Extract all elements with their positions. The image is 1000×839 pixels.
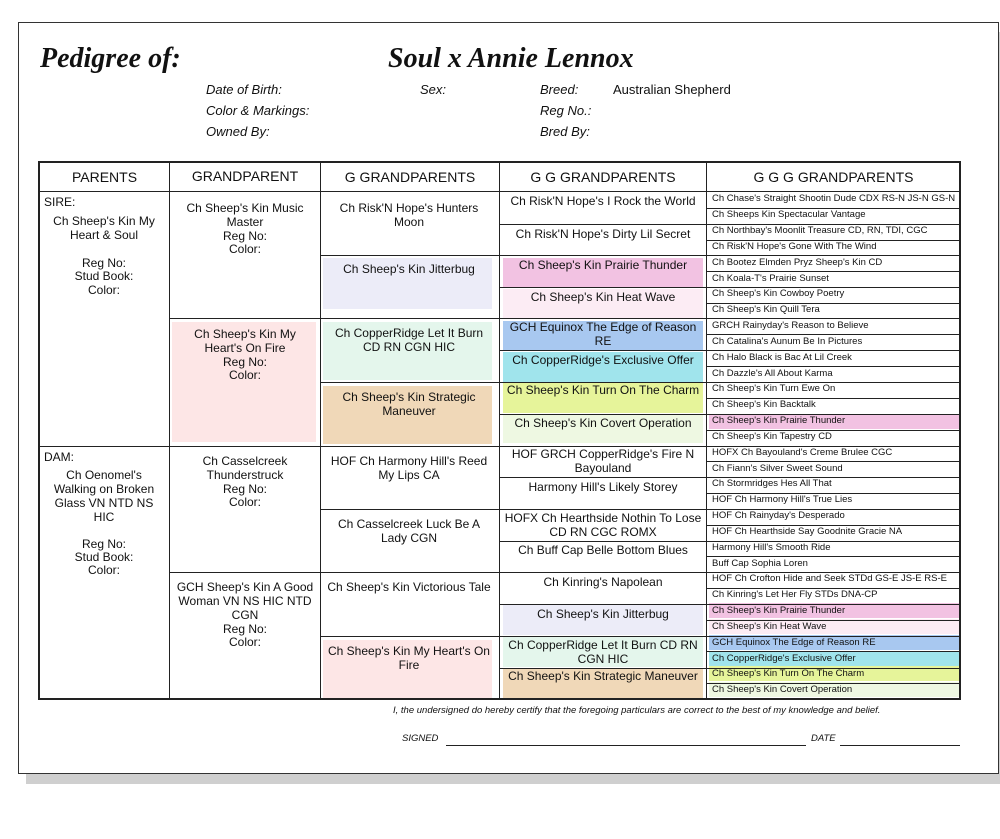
col-header-g-grandparents: G GRANDPARENTS <box>344 169 476 185</box>
dam-reg: Reg No: <box>81 537 127 551</box>
gg-grandparent: HOFX Ch Hearthside Nothin To Lose CD RN CGC ROMX <box>504 511 702 539</box>
col-divider <box>169 162 170 699</box>
sire-color: Color: <box>87 283 120 297</box>
grandparent-reg: Reg No: <box>222 482 268 496</box>
grandparent-color: Color: <box>228 368 261 382</box>
ggg-grandparent: Ch Bootez Elmden Pryz Sheep's Kin CD <box>712 257 883 268</box>
gg-grandparent: Ch CopperRidge Let It Burn CD RN CGN HIC <box>508 638 698 666</box>
breed-value: Australian Shepherd <box>613 82 731 97</box>
grandparent-reg: Reg No: <box>222 622 268 636</box>
sire-label: SIRE: <box>44 195 76 209</box>
sire-reg: Reg No: <box>81 256 127 270</box>
dam-stud-book: Stud Book: <box>74 550 134 564</box>
ggg-grandparent: Harmony Hill's Smooth Ride <box>712 542 831 553</box>
grandparent-name: Ch Sheep's Kin Music Master <box>186 201 304 229</box>
dog-name: Soul x Annie Lennox <box>388 43 634 74</box>
row-divider <box>707 271 960 272</box>
owned-by-label: Owned By: <box>206 124 270 139</box>
ggg-grandparent: Ch Sheep's Kin Cowboy Poetry <box>712 288 845 299</box>
ggg-grandparent: HOF Ch Harmony Hill's True Lies <box>712 494 853 505</box>
bred-by-label: Bred By: <box>540 124 590 139</box>
ggg-grandparent: Ch Sheep's Kin Covert Operation <box>712 684 853 695</box>
g-grandparent: Ch Sheep's Kin Victorious Tale <box>327 580 491 594</box>
ggg-grandparent: Ch Sheep's Kin Heat Wave <box>712 621 827 632</box>
certification-text: I, the undersigned do hereby certify that the foregoing particulars are correct to the best of my knowledge and belief. <box>393 705 881 716</box>
row-divider <box>707 334 960 335</box>
ggg-grandparent: Ch Sheep's Kin Prairie Thunder <box>712 415 846 426</box>
ggg-grandparent: Buff Cap Sophia Loren <box>712 558 808 569</box>
gg-grandparent: Ch Sheep's Kin Turn On The Charm <box>506 383 700 397</box>
grandparent-reg: Reg No: <box>222 355 268 369</box>
signature-line[interactable] <box>446 745 806 746</box>
col-divider <box>499 162 500 699</box>
dob-label: Date of Birth: <box>206 82 282 97</box>
dam-label: DAM: <box>44 450 74 464</box>
breed-label: Breed: <box>540 82 579 97</box>
row-divider <box>170 318 960 319</box>
sire-stud-book: Stud Book: <box>74 269 134 283</box>
gg-grandparent: GCH Equinox The Edge of Reason RE <box>509 320 697 348</box>
col-header-ggg-grandparents: G G G GRANDPARENTS <box>753 169 914 185</box>
dam-color: Color: <box>87 563 120 577</box>
reg-no-label: Reg No.: <box>540 103 592 118</box>
g-grandparent: HOF Ch Harmony Hill's Reed My Lips CA <box>330 454 488 482</box>
col-header-parents: PARENTS <box>71 169 138 185</box>
g-grandparent: Ch CopperRidge Let It Burn CD RN CGN HIC <box>334 326 484 354</box>
color-markings-label: Color & Markings: <box>206 103 310 118</box>
sire-name: Ch Sheep's Kin My Heart & Soul <box>53 214 155 242</box>
g-grandparent: Ch Casselcreek Luck Be A Lady CGN <box>337 517 481 545</box>
gg-grandparent: Ch CopperRidge's Exclusive Offer <box>512 353 694 367</box>
ggg-grandparent: Ch Sheep's Kin Prairie Thunder <box>712 605 846 616</box>
ggg-grandparent: GCH Equinox The Edge of Reason RE <box>712 637 876 648</box>
ggg-grandparent: Ch Sheep's Kin Turn Ewe On <box>712 383 836 394</box>
grandparent-name: Ch Sheep's Kin My Heart's On Fire <box>194 327 296 355</box>
ggg-grandparent: Ch Sheep's Kin Turn On The Charm <box>712 668 865 679</box>
ggg-grandparent: Ch Dazzle's All About Karma <box>712 368 833 379</box>
ggg-grandparent: Ch Chase's Straight Shootin Dude CDX RS-N JS-N GS-N <box>712 193 956 204</box>
gg-grandparent: Ch Sheep's Kin Covert Operation <box>514 416 692 430</box>
header-divider <box>39 191 960 192</box>
pedigree-label: Pedigree of: <box>40 43 181 74</box>
gg-grandparent: Ch Kinring's Napolean <box>543 575 663 589</box>
ggg-grandparent: Ch Kinring's Let Her Fly STDs DNA-CP <box>712 589 878 600</box>
ggg-grandparent: HOF Ch Hearthside Say Goodnite Gracie NA <box>712 526 903 537</box>
ggg-grandparent: Ch Sheep's Kin Backtalk <box>712 399 816 410</box>
grandparent-color: Color: <box>228 635 261 649</box>
g-grandparent: Ch Sheep's Kin My Heart's On Fire <box>328 644 490 672</box>
gg-grandparent: HOF GRCH CopperRidge's Fire N Bayouland <box>511 447 695 475</box>
signed-label: SIGNED <box>402 733 439 744</box>
ggg-grandparent: Ch Sheep's Kin Tapestry CD <box>712 431 832 442</box>
sex-label: Sex: <box>420 82 447 97</box>
row-divider <box>707 366 960 367</box>
ggg-grandparent: HOFX Ch Bayouland's Creme Brulee CGC <box>712 447 893 458</box>
gg-grandparent: Ch Sheep's Kin Jitterbug <box>537 607 669 621</box>
row-divider <box>707 556 960 557</box>
gg-grandparent: Harmony Hill's Likely Storey <box>528 480 678 494</box>
gg-grandparent: Ch Sheep's Kin Strategic Maneuver <box>508 669 698 683</box>
g-grandparent: Ch Risk'N Hope's Hunters Moon <box>339 201 479 229</box>
gg-grandparent: Ch Sheep's Kin Heat Wave <box>530 290 676 304</box>
g-grandparent: Ch Sheep's Kin Jitterbug <box>343 262 475 276</box>
ggg-grandparent: Ch Halo Black is Bac At Lil Creek <box>712 352 852 363</box>
gg-grandparent: Ch Risk'N Hope's I Rock the World <box>510 194 696 208</box>
ggg-grandparent: Ch Sheep's Kin Quill Tera <box>712 304 820 315</box>
ggg-grandparent: Ch Stormridges Hes All That <box>712 478 832 489</box>
ggg-grandparent: Ch Northbay's Moonlit Treasure CD, RN, TDI, CGC <box>712 225 928 236</box>
row-divider <box>500 350 960 351</box>
row-divider <box>321 255 960 256</box>
ggg-grandparent: GRCH Rainyday's Reason to Believe <box>712 320 869 331</box>
ggg-grandparent: Ch Risk'N Hope's Gone With The Wind <box>712 241 877 252</box>
ggg-grandparent: Ch Fiann's Silver Sweet Sound <box>712 463 843 474</box>
gg-grandparent: Ch Risk'N Hope's Dirty Lil Secret <box>515 227 691 241</box>
ggg-grandparent: Ch CopperRidge's Exclusive Offer <box>712 653 856 664</box>
grandparent-name: GCH Sheep's Kin A Good Woman VN NS HIC NTD CGN <box>176 580 314 622</box>
date-label: DATE <box>811 733 836 744</box>
ggg-grandparent: Ch Koala-T's Prairie Sunset <box>712 273 829 284</box>
row-divider <box>707 461 960 462</box>
col-divider <box>320 162 321 699</box>
col-header-gg-grandparents: G G GRANDPARENTS <box>530 169 676 185</box>
date-line[interactable] <box>840 745 960 746</box>
ggg-grandparent: HOF Ch Rainyday's Desperado <box>712 510 845 521</box>
gg-grandparent: Ch Buff Cap Belle Bottom Blues <box>518 543 688 557</box>
grandparent-color: Color: <box>228 495 261 509</box>
ggg-grandparent: HOF Ch Crofton Hide and Seek STDd GS-E JS-E RS-E <box>712 573 947 584</box>
ggg-grandparent: Ch Catalina's Aunum Be In Pictures <box>712 336 863 347</box>
grandparent-name: Ch Casselcreek Thunderstruck <box>202 454 288 482</box>
grandparent-reg: Reg No: <box>222 229 268 243</box>
gg-grandparent: Ch Sheep's Kin Prairie Thunder <box>518 258 688 272</box>
g-grandparent: Ch Sheep's Kin Strategic Maneuver <box>342 390 476 418</box>
ggg-grandparent: Ch Sheeps Kin Spectacular Vantage <box>712 209 866 220</box>
grandparent-color: Color: <box>228 242 261 256</box>
col-header-grandparent: GRANDPARENT <box>191 168 299 184</box>
row-divider <box>707 651 960 652</box>
dam-name: Ch Oenomel's Walking on Broken Glass VN NTD NS HIC <box>53 468 155 524</box>
